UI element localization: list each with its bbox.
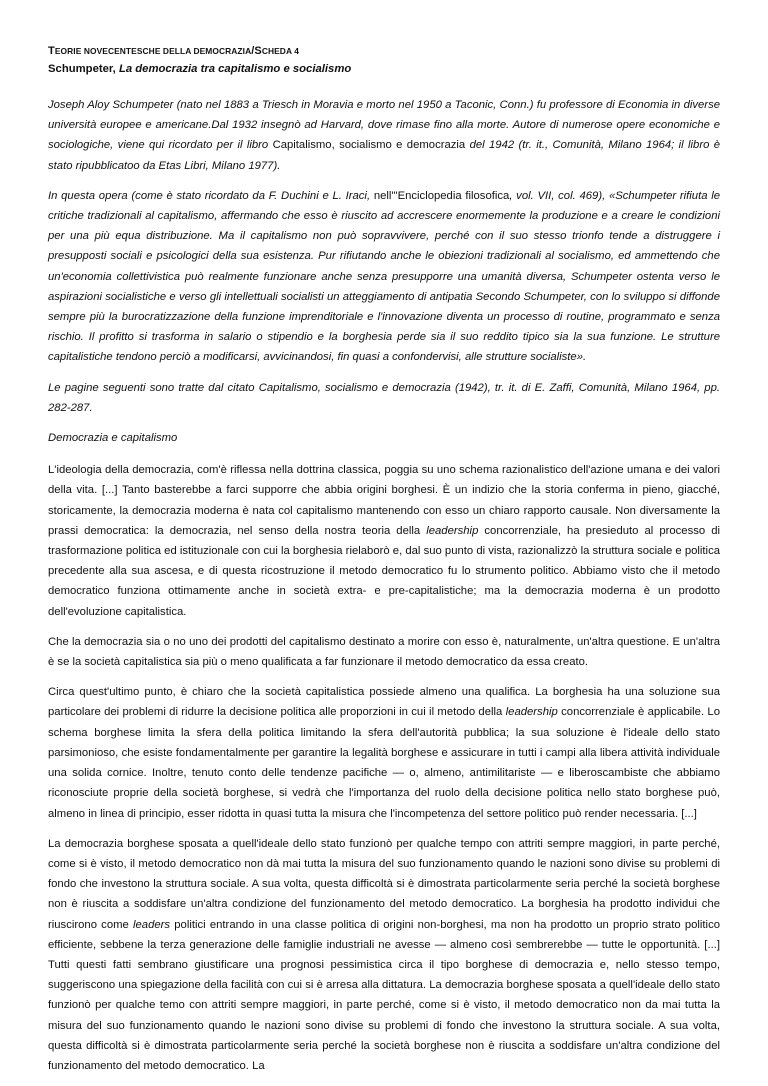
quote-text-a: In questa opera (come è stato ricordato da F. Duchini e L. Iraci, — [48, 189, 374, 202]
title-work: La democrazia tra capitalismo e socialismo — [118, 63, 352, 75]
intro-quote — [48, 186, 720, 368]
body-paragraph-3 — [48, 682, 720, 823]
intro-biography — [48, 95, 720, 176]
p1-text-b: concorrenziale, ha presieduto al processo di trasformazione politica ed istituzionale con cui la borghesia rielaborò e, dal suo punto di vista, razionalizzò la struttura sociale e politica precedente alla sua ascesa, e di questa ricostruzione il metodo democratico fu lo strumento politico. Abbiamo visto che il metodo democratico funziona ottimamente anche in società extra- e pre-capitalistiche; ma la democrazia moderna è un prodotto dell'evoluzione capitalistica. — [48, 524, 720, 618]
p3-leadership-term: leadership — [505, 706, 558, 719]
bio-text-a: Joseph Aloy Schumpeter (nato nel 1883 a Triesch in Moravia e morto nel 1950 a Taconic, Conn.) fu professore di Economia in diverse università europee e americane.Dal 1932 insegnò ad Harvard, dove rimase fino alla morte. Autore di numerose opere economiche e sociologiche, viene qui ricordato per il libro — [48, 99, 720, 152]
p3-text-b: concorrenziale è applicabile. Lo schema borghese limita la sfera della politica limitando la sfera dell'autorità pubblica; la sua soluzione è l'ideale dello stato parsimonioso, che esiste fondamentalmente per garantire la legalità borghese e assicurare in tutti i campi alla libera attività individuale una solida cornice. Inoltre, tenuto conto delle tendenze pacifiche — o, almeno, antimilitariste — e liberoscambiste che abbiamo riconosciute proprie della società borghese, si vedrà che l'importanza del ruolo della decisione politica nello stato borghese può, almeno in linea di principio, esser ridotta in quasi tutta la misura che l'incompetenza del settore politico può render necessaria. [...] — [48, 706, 720, 820]
bio-book-title: Capitalismo, socialismo e democrazia — [272, 139, 466, 152]
series-heading-part1: EORIE NOVECENTESCHE DELLA DEMOCRAZIA — [54, 46, 252, 56]
series-heading — [48, 44, 720, 59]
body-paragraph-2: Che la democrazia sia o no uno dei prodotti del capitalismo destinato a morire con esso è, naturalmente, un'altra questione. E un'altra è se la società capitalistica sia più o meno qualificata a far funzionare il metodo democratico da essa creato. — [48, 635, 720, 669]
series-heading-part2: CHEDA 4 — [261, 46, 299, 56]
body-paragraph-1 — [48, 460, 720, 622]
series-heading-slash: /S — [251, 45, 262, 57]
p1-leadership-term: leadership — [426, 524, 479, 537]
p1-text-a: L'ideologia della democrazia, com'è riflessa nella dottrina classica, poggia su uno schema razionalistico dell'azione umana e dei valori della vita. [...] Tanto basterebbe a farci supporre che abbia origini borghesi. È un indizio che la storia conferma in pieno, giacché, storicamente, la democrazia moderna è nata col capitalismo mantenendo con esso un chiaro rapporto causale. Non diversamente la prassi democratica: la democrazia, nel senso della nostra teoria della — [48, 464, 720, 537]
source-note: Le pagine seguenti sono tratte dal citato Capitalismo, socialismo e democrazia (1942), tr. it. di E. Zaffi, Comunità, Milano 1964, pp. 282-287. — [48, 381, 720, 414]
title-author: Schumpeter, — [48, 63, 119, 75]
bio-text-b: del 1942 (tr. it., Comunità, Milano 1964; il libro è stato ripubblicatoo da Etas Libri, Milano 1977). — [48, 139, 721, 172]
p4-leaders-term: leaders — [133, 918, 171, 931]
quote-text-b: , vol. VII, col. 469), «Schumpeter rifiuta le critiche tradizionali al capitalismo, affermando che esso è riuscito ad accrescere enormemente la produzione e a creare le condizioni per una più equa distribuzione. Ma il capitalismo non può sopravvivere, perché con il suo stesso trionfo tende a distruggere i presupposti sociali e psicologici della sua esistenza. Pur rifiutando anche le obiezioni tradizionali al socialismo, ed ammettendo che un'economia collettivistica può realmente funzionare anche senza presupporre una umanità diversa, Schumpeter ostenta verso le aspirazioni socialistiche e verso gli intellettuali socialisti un atteggiamento di antipatia Secondo Schumpeter, con lo sviluppo si diffonde sempre più la burocratizzazione della funzione imprenditoriale e l'innovazione diventa un processo di routine, programmato e senza rischio. Il profitto si trasforma in salario o stipendio e la borghesia perde sia il suo reddito tipico sia la sua funzione. Le strutture capitalistiche tendono perciò a modificarsi, avvicinandosi, fin quasi a confondervisi, alle strutture socialiste». — [48, 189, 721, 364]
document-title — [48, 61, 720, 77]
p4-text-b: politici entrando in una classe politica di origini non-borghesi, ma non ha prodotto un proprio strato politico efficiente, sebbene la terza generazione delle famiglie industriali ne avesse — almeno così sembrerebbe — tutte le opportunità. [...] Tutti questi fatti sembrano giustificare una prognosi pessimistica circa il tipo borghese di democrazia e, nello stesso tempo, suggeriscono una spiegazione della facilità con cui si è arresa alla dittatura. La democrazia borghese sposata a quell'ideale dello stato funzionò per qualche temo con attriti sempre maggiori, in parte perché, come si è visto, il metodo democratico non da mai tutta la misura del suo funzionamento quando le nazioni sono divise su problemi di fondo che investono la struttura sociale. A sua volta, questa difficoltà si è dimostrata particolarmente seria perché la società borghese non è riuscita a soddisfare un'altra condizione del funzionamento del metodo democratico. La — [48, 918, 720, 1072]
section-title: Democrazia e capitalismo — [48, 432, 178, 445]
p4-text-a: La democrazia borghese sposata a quell'ideale dello stato funzionò per qualche tempo con attriti sempre maggiori, in parte perché, come si è visto, il metodo democratico non dà mai tutta la misura del suo funzionamento quando le nazioni sono divise su problemi di fondo che investono la struttura sociale. A sua volta, questa difficoltà si è dimostrata particolarmente seria perché la società borghese non è riuscita a soddisfare un'altra condizione del funzionamento del metodo democratico. La borghesia ha prodotto individui che riuscirono come — [48, 837, 720, 931]
quote-encyclopedia: nell'"Enciclopedia filosofica — [373, 189, 510, 202]
document-page — [48, 44, 720, 1086]
series-heading-initial: T — [48, 45, 55, 57]
body-paragraph-4 — [48, 834, 720, 1076]
p3-text-a: Circa quest'ultimo punto, è chiaro che la società capitalistica possiede almeno una qualifica. La borghesia ha una soluzione sua particolare dei problemi di ridurre la decisione politica alle proporzioni in cui il metodo della — [48, 686, 720, 719]
